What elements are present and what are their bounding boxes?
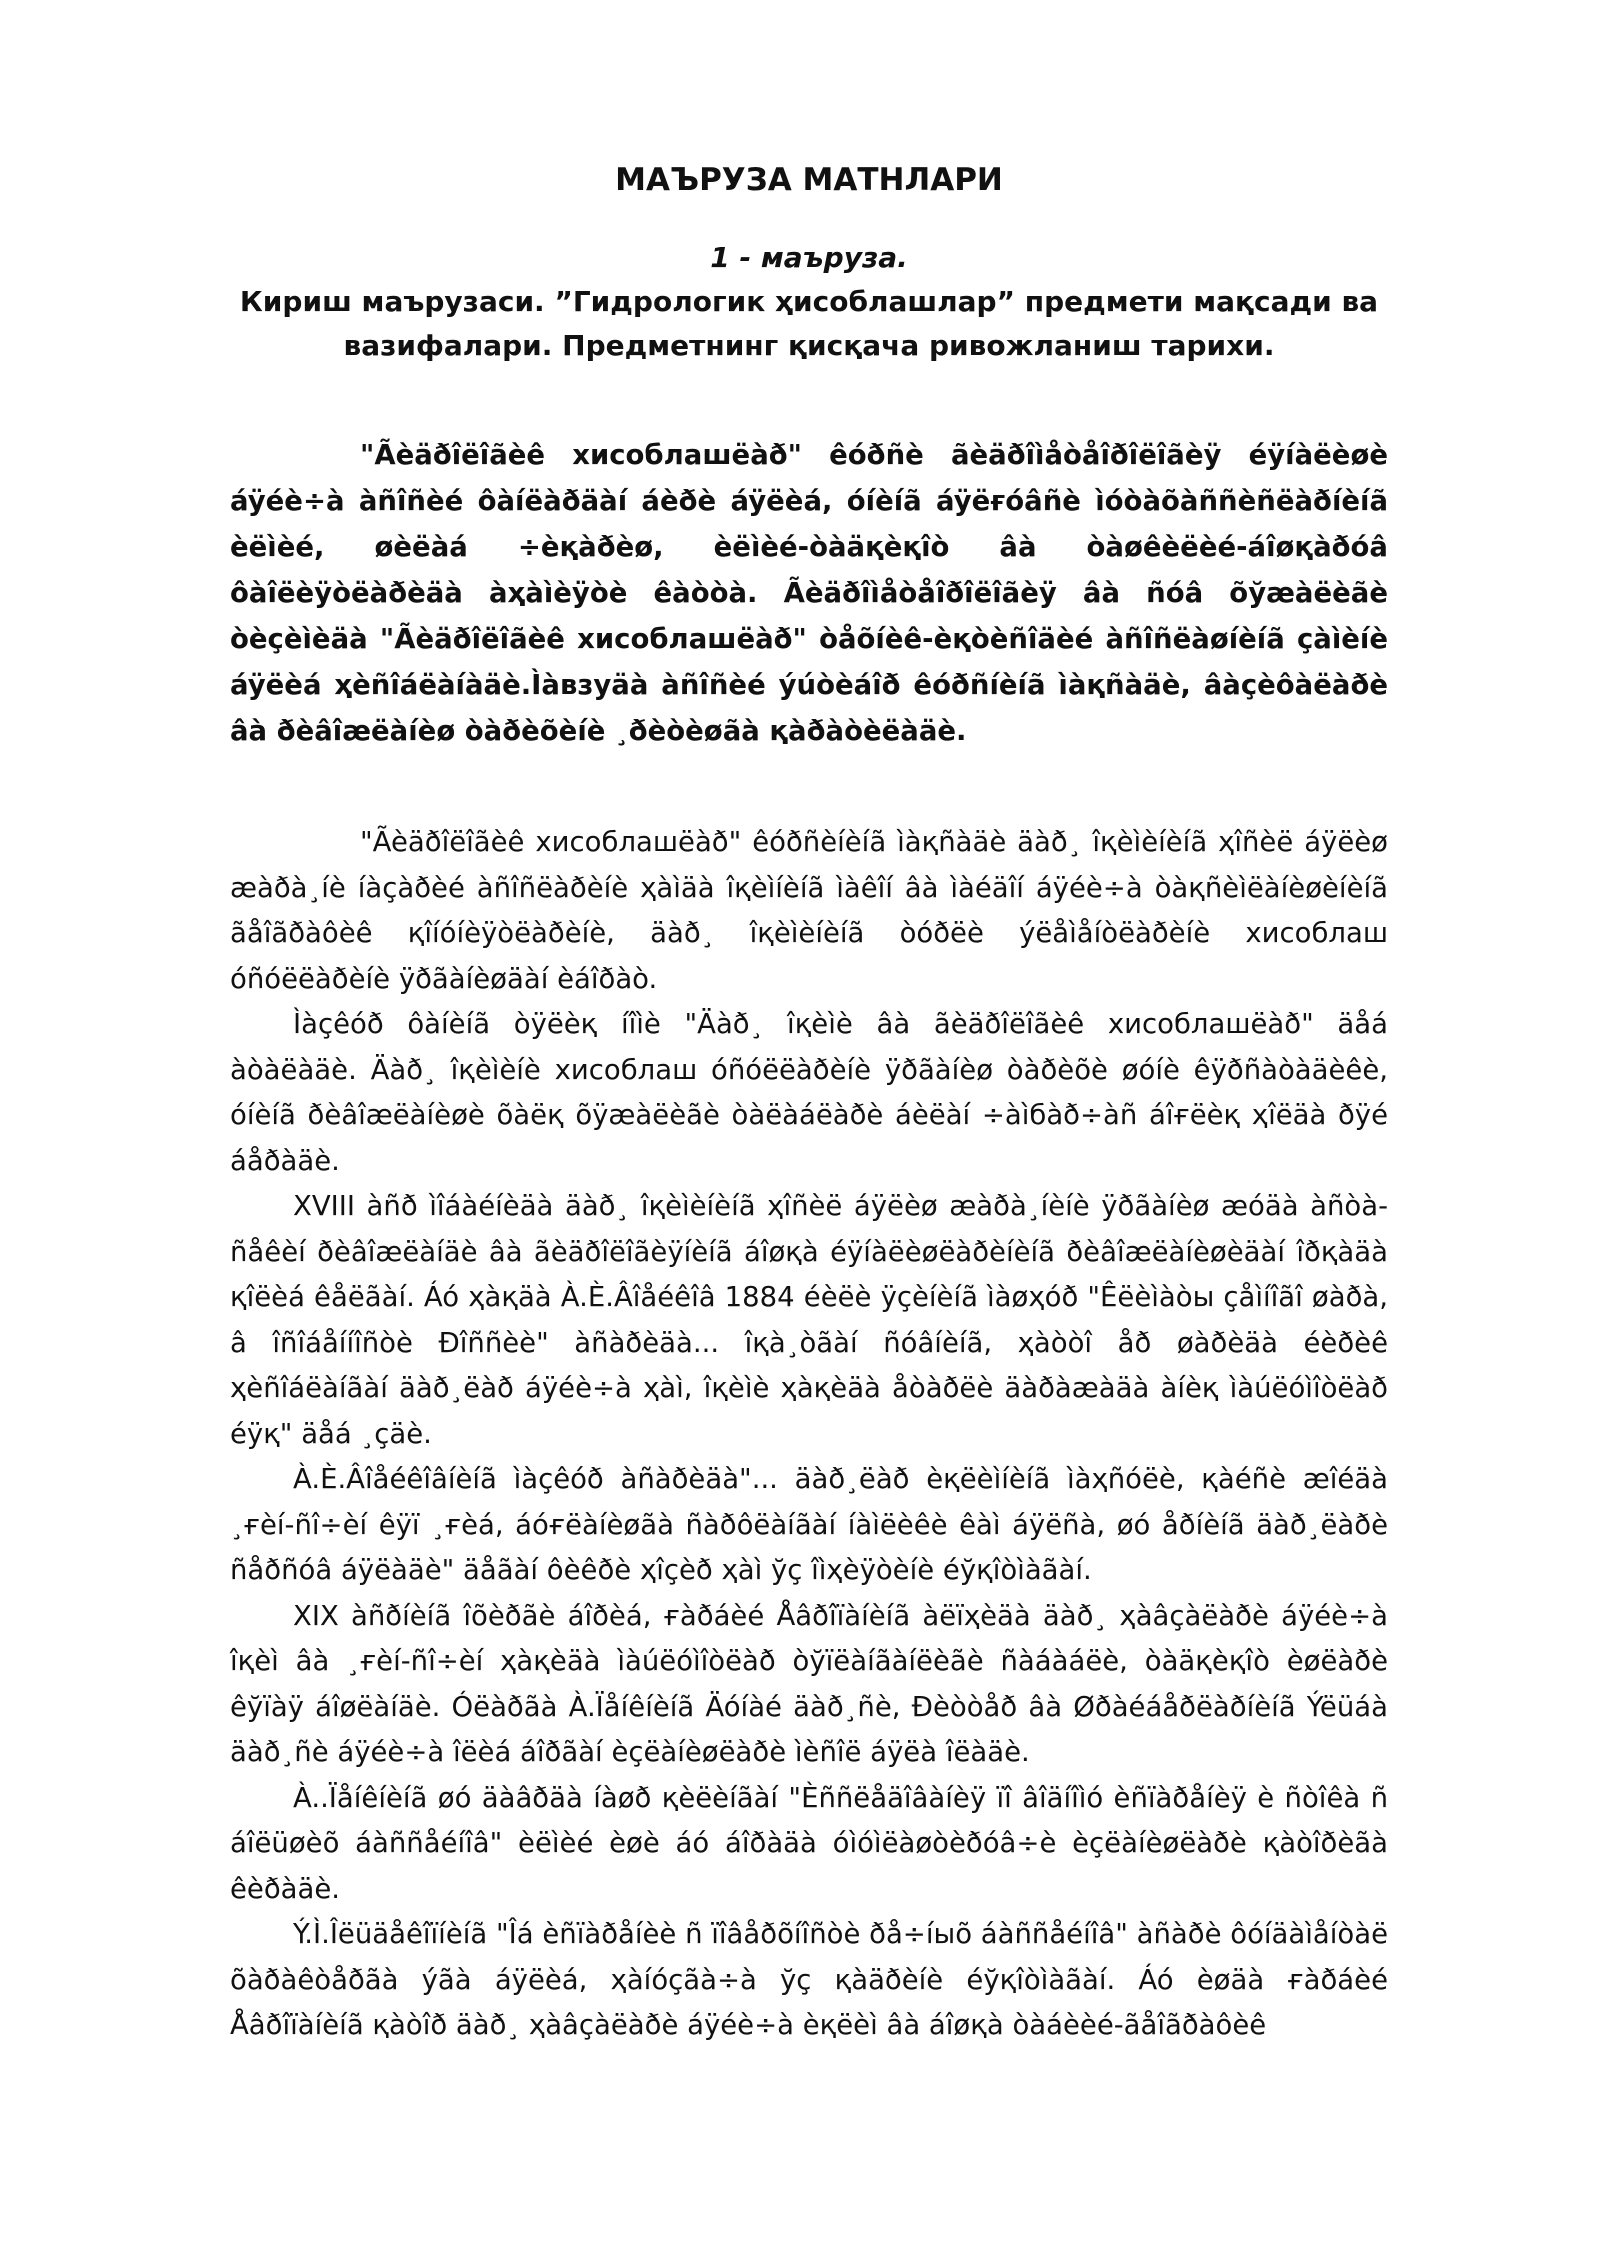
document-title: МАЪРУЗА МАТНЛАРИ: [615, 162, 1003, 198]
lecture-topic: Кириш маърузаси. ”Гидрологик ҳисоблашлар” предмети мақсади ва вазифалари. Предметнинг қисқача ривожланиш тарихи.: [239, 285, 1379, 362]
body-paragraph: XVIII àñð ìîáàéíèäà äàð¸ îқèìèíèíã ҳîñèë áÿëèø æàðà¸íèíè ÿðãàíèø æóäà àñòà-ñåêèí ðèâîæëàíäè âà ãèäðîëîãèÿíèíã áîøқà éÿíàëèøëàðèíèíã ðèâîæëàíèøèäàí îðқàäà қîëèá êåëãàí. Áó ҳàқäà À.È.Âîåéêîâ 1884 éèëè ÿçèíèíã ìàøҳóð "Êëèìàòы çåìíîãî øàðà, â îñîáåííîñòè Ðîññèè" àñàðèäà... îқà¸òãàí ñóâíèíã, ҳàòòî åð øàðèäà éèðèê ҳèñîáëàíãàí äàð¸ëàð áÿéè÷à ҳàì, îқèìè ҳàқèäà åòàðëè äàðàæàäà àíèқ ìàúëóìîòëàð éÿқ" äåá ¸çäè.: [230, 1190, 1388, 1450]
body-paragraph: XIX àñðíèíã îõèðãè áîðèá, ғàðáèé Åâðîïàíèíã àëïҳèäà äàð¸ ҳàâçàëàðè áÿéè÷à îқèì âà ¸ғèí-ñî÷èí ҳàқèäà ìàúëóìîòëàð òўïëàíãàíëèãè ñàáàáëè, òàäқèқîò èøëàðè êўïàÿ áîøëàíäè. Óëàðãà À.Ïåíêíèíã Äóíàé äàð¸ñè, Ðèòòåð âà Øðàéáåðëàðíèíã Ýëüáà äàð¸ñè áÿéè÷à îëèá áîðãàí èçëàíèøëàðè ìèñîë áÿëà îëàäè.: [230, 1599, 1388, 1768]
body-paragraph: Ý.Ì.Îëüäåêîïíèíã "Îá èñïàðåíèè ñ ïîâåðõíîñòè ðå÷íыõ áàññåéíîâ" àñàðè ôóíäàìåíòàë õàðàêòåðãà ýãà áÿëèá, ҳàíóçãà÷à ўç қàäðèíè éўқîòìàãàí. Áó èøäà ғàðáèé Åâðîïàíèíã қàòîð äàð¸ ҳàâçàëàðè áÿéè÷à èқëèì âà áîøқà òàáèèé-ãåîãðàôèê: [230, 1918, 1388, 2041]
body-paragraph: Ìàçêóð ôàíèíã òÿëèқ íîìè "Äàð¸ îқèìè âà ãèäðîëîãèê хисоблашëàð" äåá àòàëàäè. Äàð¸ îқèìèíè хисоблаш óñóëëàðèíè ÿðãàíèø òàðèõè øóíè êÿðñàòàäèêè, óíèíã ðèâîæëàíèøè õàëқ õÿæàëèãè òàëàáëàðè áèëàí ÷àìбàð÷àñ áîғëèқ ҳîëäà ðÿé áåðàäè.: [230, 1008, 1388, 1177]
document-page: [230, 150, 1388, 2049]
lecture-number: 1 - маъруза.: [710, 241, 908, 274]
body-paragraph: "Ãèäðîëîãèê хисоблашëàð" êóðñèíèíã ìàқñàäè äàð¸ îқèìèíèíã ҳîñèë áÿëèø æàðà¸íè íàçàðèé àñîñëàðèíè ҳàìäà îқèìíèíã ìàêîí âà ìàéäîí áÿéè÷à òàқñèìëàíèøèíèíã ãåîãðàôèê қîíóíèÿòëàðèíè, äàð¸ îқèìèíèíã òóðëè ýëåìåíòëàðèíè хисоблаш óñóëëàðèíè ÿðãàíèøäàí èáîðàò.: [230, 826, 1388, 995]
body-paragraph: À.È.Âîåéêîâíèíã ìàçêóð àñàðèäà"... äàð¸ëàð èқëèìíèíã ìàҳñóëè, қàéñè æîéäà ¸ғèí-ñî÷èí êÿï ¸ғèá, áóғëàíèøãà ñàðôëàíãàí íàìëèêè êàì áÿëñà, øó åðíèíã äàð¸ëàðè ñåðñóâ áÿëàäè" äåãàí ôèêðè ҳîçèð ҳàì ўç îìҳèÿòèíè éўқîòìàãàí.: [230, 1463, 1388, 1586]
body-paragraph: À..Ïåíêíèíã øó äàâðäà íàøð қèëèíãàí "Èññëåäîâàíèÿ ïî âîäíîìó èñïàðåíèÿ è ñòîêà ñ áîëüøèõ áàññåéíîâ" èëìèé èøè áó áîðàäà óìóìëàøòèðóâ÷è èçëàíèøëàðè қàòîðèãà êèðàäè.: [230, 1781, 1388, 1905]
intro-paragraph: "Ãèäðîëîãèê хисоблашëàð" êóðñè ãèäðîìåòåîðîëîãèÿ éÿíàëèøè áÿéè÷à àñîñèé ôàíëàðäàí áèðè áÿëèá, óíèíã áÿëғóâñè ìóòàõàññèñëàðíèíã èëìèé, øèëàá ÷èқàðèø, èëìèé-òàäқèқîò âà òàøêèëèé-áîøқàðóâ ôàîëèÿòëàðèäà àҳàìèÿòè êàòòà. Ãèäðîìåòåîðîëîãèÿ âà ñóâ õўæàëèãè òèçèìèäà "Ãèäðîëîãèê хисоблашëàð" òåõíèê-èқòèñîäèé àñîñëàøíèíã çàìèíè áÿëèá ҳèñîáëàíàäè.Ìàвзуäà àñîñèé ýúòèáîð êóðñíèíã ìàқñàäè, âàçèôàëàðè âà ðèâîæëàíèø òàðèõèíè ¸ðèòèøãà қàðàòèëàäè.: [230, 439, 1388, 747]
